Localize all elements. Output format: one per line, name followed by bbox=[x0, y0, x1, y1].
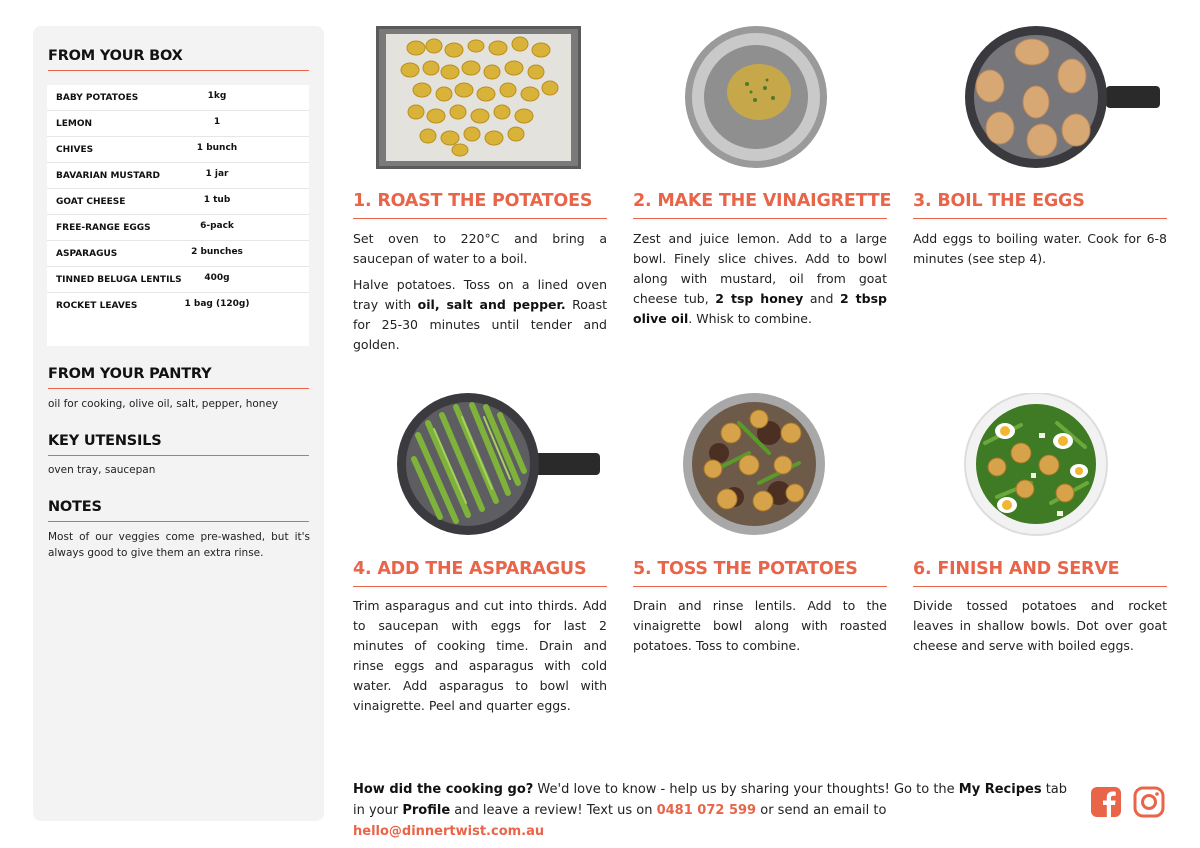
ingredient-row bbox=[47, 293, 309, 319]
ingredient-qty: 1kg bbox=[207, 91, 227, 101]
step-1-text-2 bbox=[353, 275, 607, 355]
pantry-title: FROM YOUR PANTRY bbox=[48, 366, 309, 389]
ingredient-row bbox=[47, 267, 309, 293]
roast-potatoes-photo bbox=[376, 26, 581, 169]
step-6-body bbox=[913, 596, 1167, 662]
bold-span: oil, salt and pepper. bbox=[417, 297, 566, 312]
notes-text: Most of our veggies come pre-washed, but it's always good to give them an extra rinse. bbox=[48, 531, 310, 559]
step-6-title: 6. FINISH AND SERVE bbox=[913, 559, 1167, 587]
ingredient-name: GOAT CHEESE bbox=[56, 197, 126, 207]
ingredient-row bbox=[47, 163, 309, 189]
ingredient-row bbox=[47, 85, 309, 111]
facebook-icon[interactable] bbox=[1090, 786, 1122, 818]
text-span: and bbox=[803, 291, 841, 306]
ingredient-qty: 1 bunch bbox=[196, 143, 238, 153]
text-span: Roast for 25-30 minutes until tender and golden. bbox=[353, 297, 607, 352]
step-6-text: Divide tossed potatoes and rocket leaves in shallow bowls. Dot over goat cheese and serve with boiled eggs. bbox=[913, 598, 1167, 653]
notes-title: NOTES bbox=[48, 499, 309, 522]
step-4-text: Trim asparagus and cut into thirds. Add to saucepan with eggs for last 2 minutes of cooking time. Drain and rinse eggs and asparagus with cold water. Add asparagus to bowl with vinaigrette. Peel and quarter eggs. bbox=[353, 598, 607, 713]
text-span: Halve potatoes. Toss on a lined oven tray with bbox=[353, 277, 607, 312]
text-span: . Whisk to combine. bbox=[688, 311, 812, 326]
ingredient-row bbox=[47, 215, 309, 241]
boil-eggs-photo bbox=[956, 26, 1160, 169]
utensils-title: KEY UTENSILS bbox=[48, 433, 309, 456]
ingredient-qty: 1 bbox=[213, 117, 221, 127]
ingredient-row bbox=[47, 111, 309, 137]
step-4-body bbox=[353, 596, 607, 722]
ingredient-row bbox=[47, 189, 309, 215]
ingredient-row bbox=[47, 137, 309, 163]
bold-span: 2 tsp honey bbox=[715, 291, 804, 306]
ingredient-qty: 400g bbox=[204, 273, 230, 283]
sidebar bbox=[33, 26, 324, 821]
phone-link[interactable]: 0481 072 599 bbox=[656, 803, 757, 818]
profile-link[interactable]: Profile bbox=[402, 803, 451, 818]
step-2-body bbox=[633, 229, 887, 335]
text-span: Zest and juice lemon. Add to a large bowl. Finely slice chives. Add to bowl along with mustard, oil from goat cheese tub, bbox=[633, 231, 887, 306]
ingredient-qty: 1 tub bbox=[203, 195, 231, 205]
ingredients-table bbox=[47, 85, 309, 346]
toss-potatoes-photo bbox=[679, 393, 829, 536]
ingredient-qty: 2 bunches bbox=[191, 247, 243, 257]
ingredient-row bbox=[47, 241, 309, 267]
step-3-body bbox=[913, 229, 1167, 275]
step-2-text bbox=[633, 229, 887, 329]
step-4-title: 4. ADD THE ASPARAGUS bbox=[353, 559, 607, 587]
my-recipes-link[interactable]: My Recipes bbox=[958, 782, 1042, 797]
step-3-title: 3. BOIL THE EGGS bbox=[913, 191, 1167, 219]
ingredient-name: LEMON bbox=[56, 119, 93, 129]
box-title: FROM YOUR BOX bbox=[48, 48, 309, 71]
ingredient-name: BAVARIAN MUSTARD bbox=[56, 171, 160, 181]
ingredient-qty: 1 bag (120g) bbox=[184, 299, 250, 309]
email-link[interactable]: hello@dinnertwist.com.au bbox=[353, 824, 545, 839]
ingredient-qty: 6-pack bbox=[200, 221, 234, 231]
step-5-body bbox=[633, 596, 887, 662]
step-1-title: 1. ROAST THE POTATOES bbox=[353, 191, 607, 219]
ingredient-name: FREE-RANGE EGGS bbox=[56, 223, 151, 233]
step-5-title: 5. TOSS THE POTATOES bbox=[633, 559, 887, 587]
asparagus-pan-photo bbox=[396, 393, 600, 536]
step-3-text: Add eggs to boiling water. Cook for 6-8 minutes (see step 4). bbox=[913, 231, 1167, 266]
step-5-text: Drain and rinse lentils. Add to the vinaigrette bowl along with roasted potatoes. Toss to combine. bbox=[633, 598, 887, 653]
vinaigrette-bowl-photo bbox=[681, 26, 831, 169]
footer-text: and leave a review! Text us on bbox=[450, 803, 657, 818]
footer-text: tab in your bbox=[353, 782, 1068, 818]
ingredient-qty: 1 jar bbox=[205, 169, 229, 179]
ingredient-name: BABY POTATOES bbox=[56, 93, 139, 103]
footer-text: or send an email to bbox=[756, 803, 887, 818]
feedback-footer bbox=[353, 779, 1073, 842]
utensils-text: oven tray, saucepan bbox=[48, 464, 156, 476]
ingredient-name: ASPARAGUS bbox=[56, 249, 118, 259]
step-2-title: 2. MAKE THE VINAIGRETTE bbox=[633, 191, 887, 219]
footer-text: We'd love to know - help us by sharing your thoughts! Go to the bbox=[533, 782, 959, 797]
ingredient-name: ROCKET LEAVES bbox=[56, 301, 138, 311]
footer-question: How did the cooking go? bbox=[353, 782, 534, 797]
step-1-text: Set oven to 220°C and bring a saucepan of water to a boil. bbox=[353, 231, 607, 266]
instagram-icon[interactable] bbox=[1133, 786, 1165, 818]
ingredient-name: CHIVES bbox=[56, 145, 94, 155]
pantry-text: oil for cooking, olive oil, salt, pepper, honey bbox=[48, 398, 279, 410]
bold-span: 2 tbsp olive oil bbox=[633, 291, 887, 326]
finished-bowl-photo bbox=[961, 393, 1111, 536]
ingredient-name: TINNED BELUGA LENTILS bbox=[56, 275, 182, 285]
step-1-body bbox=[353, 229, 607, 361]
